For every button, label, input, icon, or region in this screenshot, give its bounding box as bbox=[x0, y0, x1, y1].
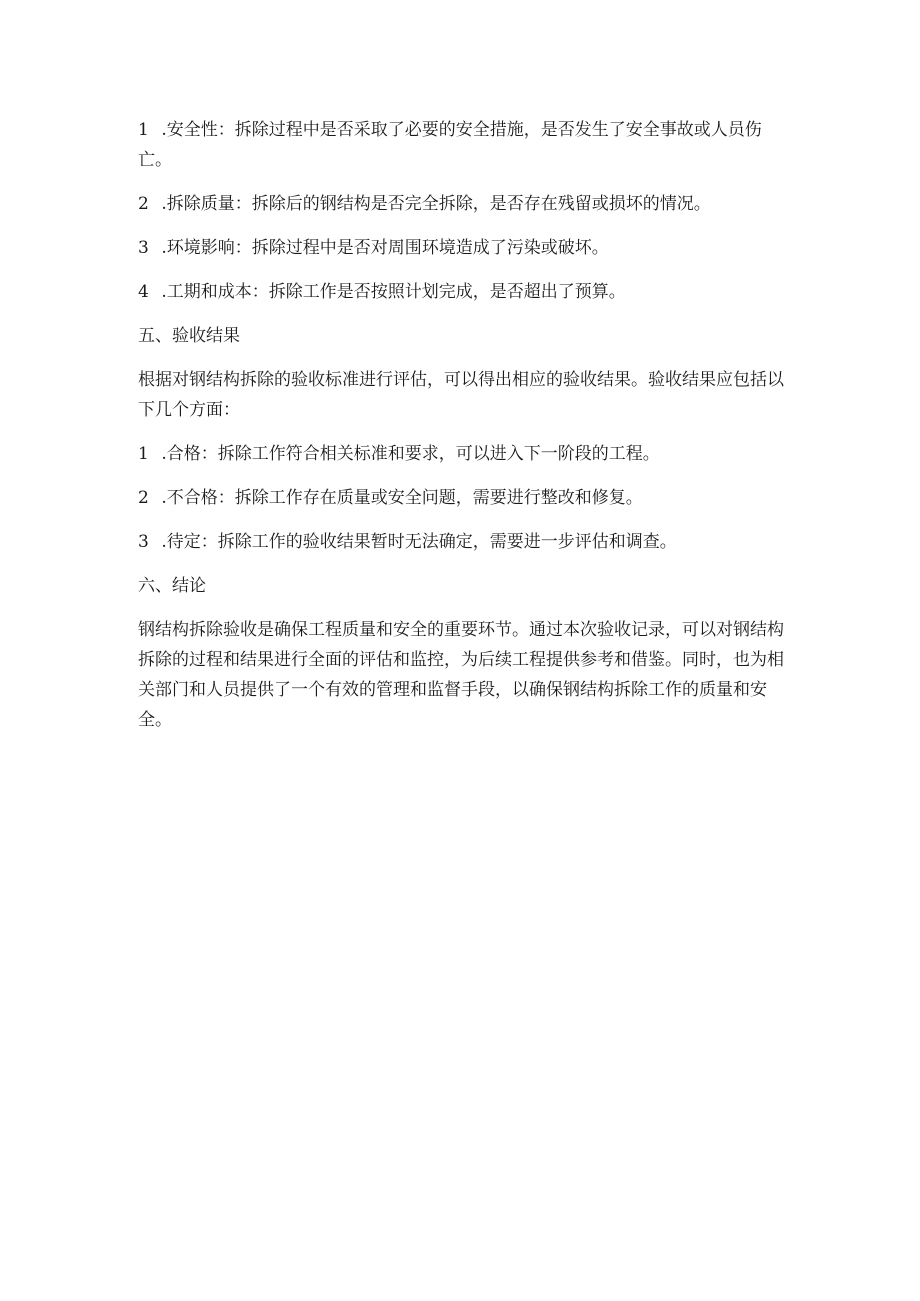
item-number: 1 bbox=[138, 120, 149, 140]
results-intro-paragraph: 根据对钢结构拆除的验收标准进行评估，可以得出相应的验收结果。验收结果应包括以下几个方面： bbox=[138, 370, 784, 420]
item-text: .合格：拆除工作符合相关标准和要求，可以进入下一阶段的工程。 bbox=[161, 444, 660, 464]
section-heading-results: 五、验收结果 bbox=[138, 326, 240, 346]
section-heading-conclusion: 六、结论 bbox=[138, 576, 206, 596]
item-number: 2 bbox=[138, 194, 149, 214]
item-number: 4 bbox=[138, 282, 149, 302]
criteria-item-schedule-cost bbox=[138, 277, 788, 307]
conclusion-paragraph: 钢结构拆除验收是确保工程质量和安全的重要环节。通过本次验收记录，可以对钢结构拆除的过程和结果进行全面的评估和监控，为后续工程提供参考和借鉴。同时，也为相关部门和人员提供了一个有效的管理和监督手段，以确保钢结构拆除工作的质量和安全。 bbox=[138, 620, 784, 730]
item-text: .拆除质量：拆除后的钢结构是否完全拆除，是否存在残留或损坏的情况。 bbox=[161, 194, 711, 214]
item-text: .安全性：拆除过程中是否采取了必要的安全措施，是否发生了安全事故或人员伤亡。 bbox=[138, 120, 762, 170]
result-item-pass bbox=[138, 439, 788, 469]
criteria-item-safety bbox=[138, 115, 788, 175]
item-text: .不合格：拆除工作存在质量或安全问题，需要进行整改和修复。 bbox=[161, 488, 643, 508]
item-number: 3 bbox=[138, 238, 149, 258]
item-text: .环境影响：拆除过程中是否对周围环境造成了污染或破坏。 bbox=[161, 238, 609, 258]
item-number: 3 bbox=[138, 532, 149, 552]
item-number: 2 bbox=[138, 488, 149, 508]
item-text: .待定：拆除工作的验收结果暂时无法确定，需要进一步评估和调查。 bbox=[161, 532, 677, 552]
item-text: .工期和成本：拆除工作是否按照计划完成，是否超出了预算。 bbox=[161, 282, 626, 302]
item-number: 1 bbox=[138, 444, 149, 464]
criteria-item-environment bbox=[138, 233, 788, 263]
result-item-fail bbox=[138, 483, 788, 513]
document-body bbox=[138, 115, 788, 749]
criteria-item-quality bbox=[138, 189, 788, 219]
result-item-pending bbox=[138, 527, 788, 557]
